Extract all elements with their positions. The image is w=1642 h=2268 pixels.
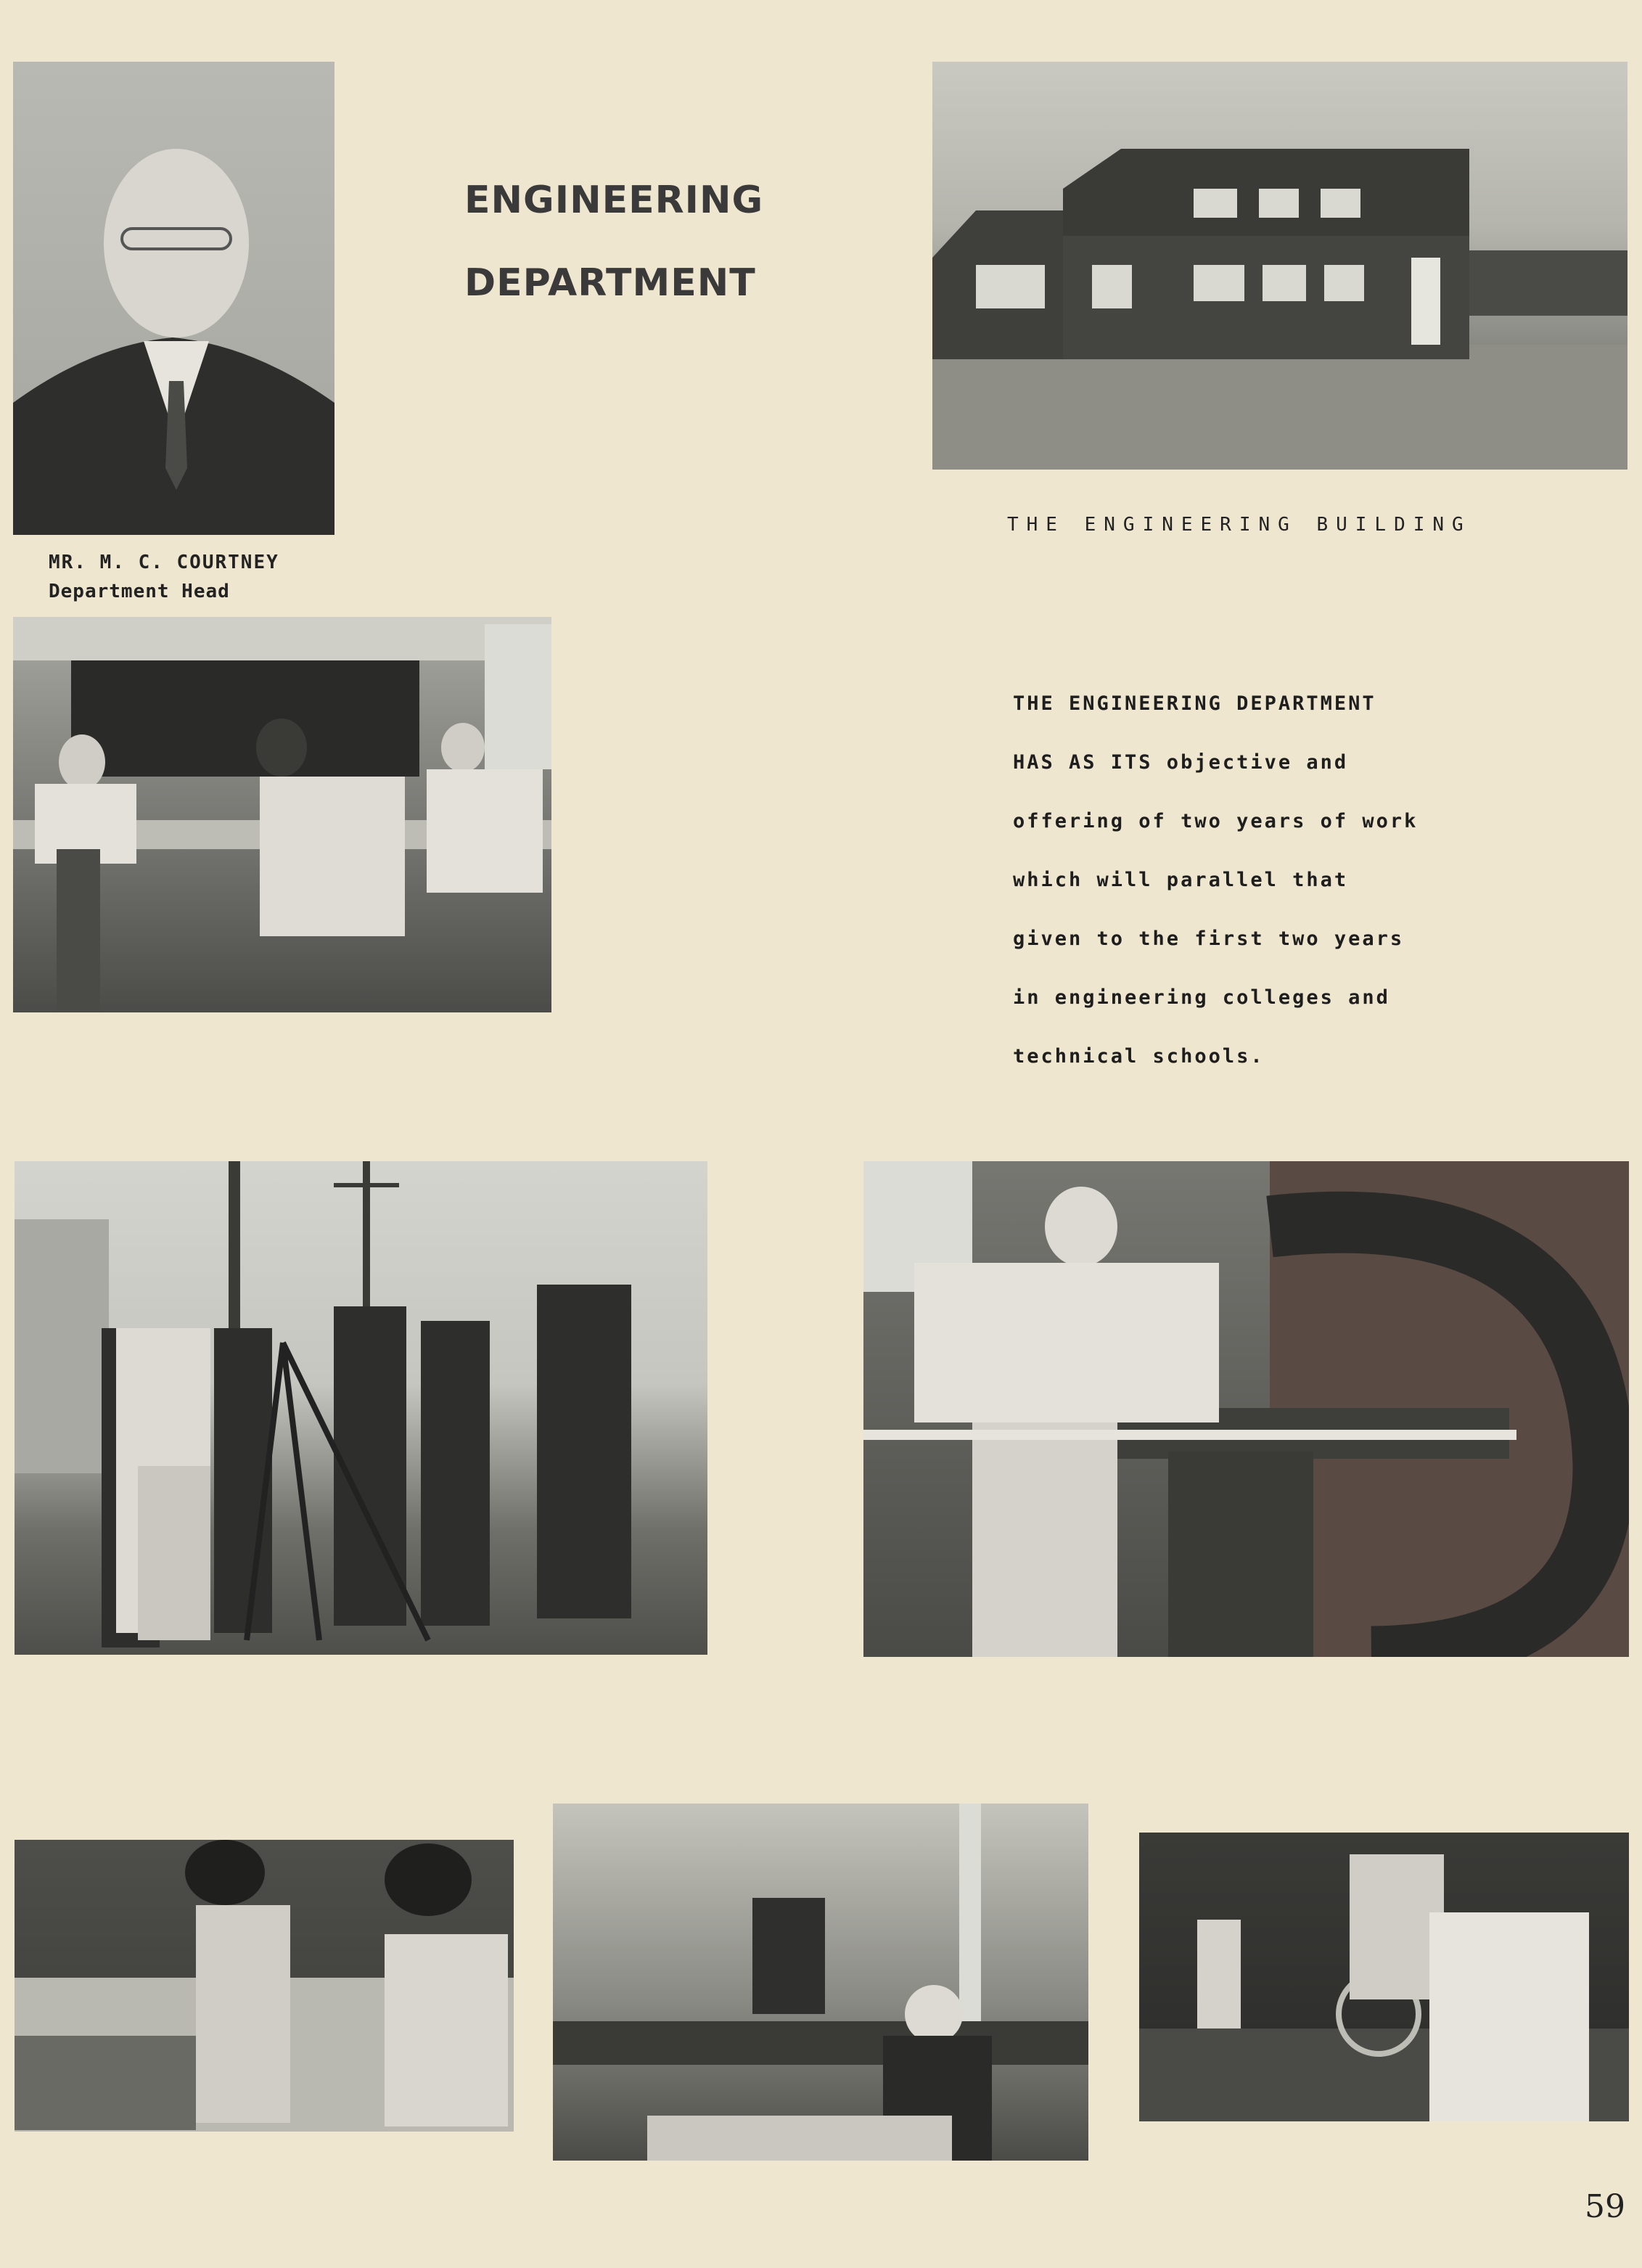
engineering-building-photo (932, 62, 1627, 470)
description-line: in engineering colleges and (1013, 986, 1390, 1009)
machine-shop-photo (1139, 1833, 1629, 2121)
portrait-title: Department Head (49, 581, 230, 602)
department-head-portrait-photo (13, 62, 334, 535)
heading-engineering: ENGINEERING (464, 179, 764, 222)
machine-lab-photo (553, 1804, 1088, 2161)
band-saw-photo (863, 1161, 1629, 1657)
portrait-name: MR. M. C. COURTNEY (49, 552, 279, 573)
description-line: THE ENGINEERING DEPARTMENT (1013, 692, 1376, 715)
welding-students-photo (15, 1840, 514, 2132)
description-line: which will parallel that (1013, 869, 1349, 891)
page-number: 59 (1585, 2188, 1625, 2225)
building-caption: THE ENGINEERING BUILDING (1007, 514, 1471, 536)
description-line: offering of two years of work (1013, 810, 1419, 832)
department-description (1013, 686, 1463, 1097)
description-line: HAS AS ITS objective and (1013, 751, 1349, 774)
drafting-class-photo (13, 617, 551, 1012)
heading-department: DEPARTMENT (464, 261, 756, 305)
surveying-group-photo (15, 1161, 707, 1655)
description-line: technical schools. (1013, 1045, 1265, 1068)
description-line: given to the first two years (1013, 928, 1405, 950)
